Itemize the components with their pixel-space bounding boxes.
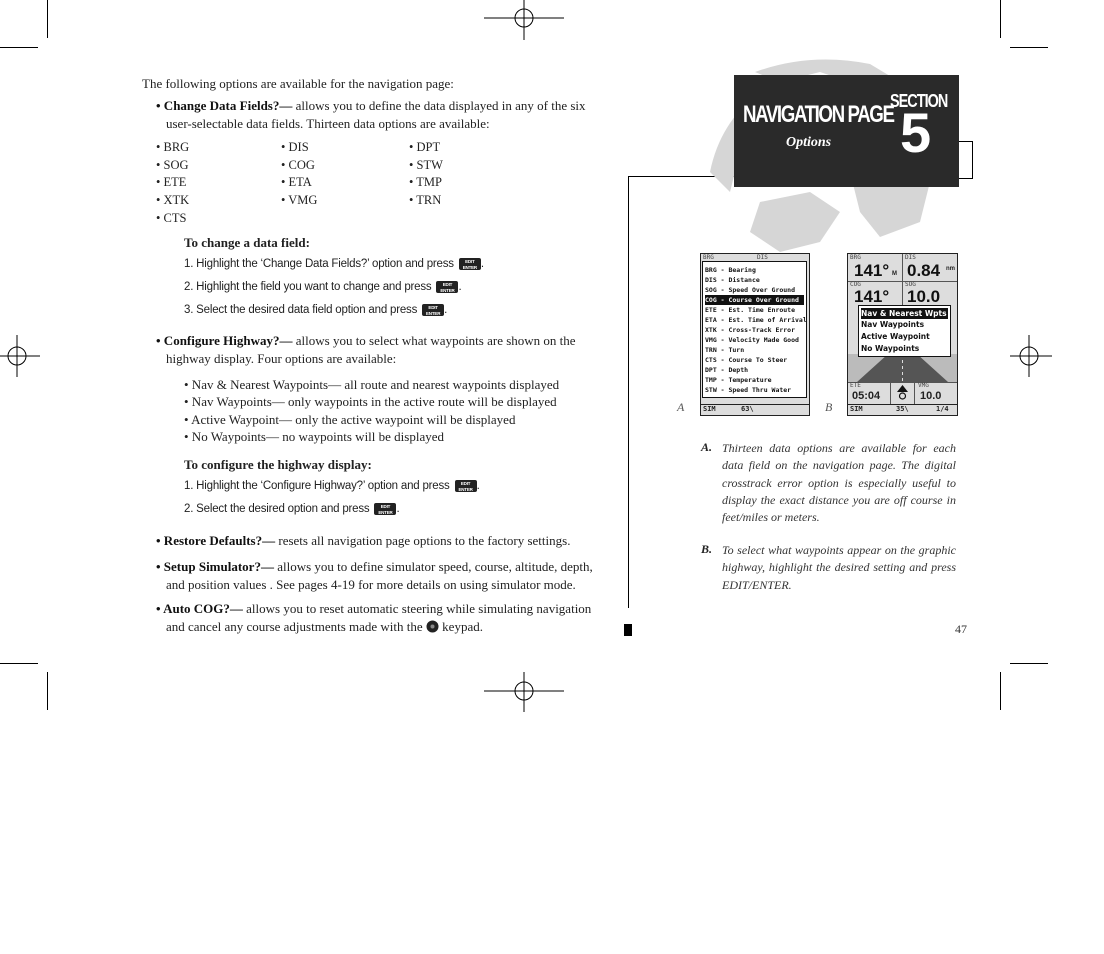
screen-b-cog-value: 141° [854,287,890,303]
lcd-menu-item[interactable]: ETE - Est. Time Enroute [705,306,796,314]
screen-a-data-options [700,253,810,416]
data-option: • SOG [156,158,189,172]
screen-b-dis-unit: nm [946,266,955,272]
section-header-title: NAVIGATION PAGE [743,101,894,128]
screen-b-status-mid: 35\ [896,405,909,413]
screen-b-vmg-label: VMG [918,382,929,389]
screen-b-sog-value: 10.0 [907,287,941,303]
frame-end-marker [624,624,632,636]
registration-mark-bottom [484,672,564,712]
auto-cog-title: • Auto COG?— [156,601,243,616]
change-step-3: 3. Select the desired data field option and press EDIT ENTER . [184,304,448,317]
screen-a-label: A [677,400,685,414]
change-data-fields-desc-2: user-selectable data fields. Thirteen data options are available: [166,116,490,131]
screen-b-status-left: SIM [850,405,863,413]
configure-highway-desc: • Configure Highway?— allows you to select what waypoints are shown on the [156,333,576,348]
data-option: • CTS [156,211,187,225]
screen-b-highway [847,253,958,416]
data-option: • TMP [409,175,442,189]
screen-b-ete-value: 05:04 [852,390,881,402]
caption-b-letter: B. [701,542,713,556]
caption-b-text: To select what waypoints appear on the graphic highway, highlight the desired setting and press EDIT/ENTER. [722,543,956,592]
popup-menu-item[interactable]: Nav Waypoints [861,320,925,329]
screen-a-status-right: 63\ [741,405,754,413]
screen-a-status-left: SIM [703,405,716,413]
edit-enter-key-icon: EDIT ENTER [374,503,396,515]
page-number: 47 [955,622,967,636]
edit-enter-key-icon: EDIT ENTER [436,281,458,293]
data-option: • STW [409,158,443,172]
lcd-menu-item[interactable]: STW - Speed Thru Water [705,386,792,394]
intro-text: The following options are available for the navigation page: [142,76,454,91]
highway-option: • Nav & Nearest Waypoints— all route and nearest waypoints displayed [184,377,560,392]
screen-b-label: B [825,400,833,414]
screen-b-brg-label: BRG [850,254,861,261]
highway-option: • No Waypoints— no waypoints will be displayed [184,429,444,444]
screen-b-brg-value: 141° [854,261,890,280]
data-option: • ETE [156,175,187,189]
lcd-menu-item[interactable]: DPT - Depth [705,366,749,374]
registration-mark-left [0,335,40,377]
screen-b-status-right: 1/4 [936,405,949,413]
screen-b-cog-label: COG [850,281,861,288]
data-option: • COG [281,158,315,172]
change-step-2-text: 2. Highlight the field you want to change and press [184,281,432,294]
caption-a-text: Thirteen data options are available for each data field on the navigation page. The digital crosstrack error option is especially useful to display the exact distance you are off course in feet/miles or meters. [722,441,956,525]
auto-cog-desc: • Auto COG?— allows you to reset automatic steering while simulating navigation [156,601,592,616]
highway-graphic-icon [848,354,957,382]
change-data-fields-title: • Change Data Fields?— [156,98,293,113]
registration-mark-right [1004,335,1052,377]
change-step-3-text: 3. Select the desired data field option and press [184,304,418,317]
restore-defaults-title: • Restore Defaults?— [156,533,276,548]
configure-highway-heading: To configure the highway display: [184,457,372,472]
caption-b [701,542,956,594]
screen-b-sog-label: SOG [905,281,916,288]
section-header-block [734,75,959,187]
highway-options-popup [858,305,951,357]
highway-option: • Nav Waypoints— only waypoints in the active route will be displayed [184,394,557,409]
lcd-menu-item[interactable]: XTK - Cross-Track Error [705,326,796,334]
screen-a-top-right: DIS [757,254,768,261]
section-header-subtitle: Options [786,135,832,150]
screen-b-vmg-value: 10.0 [920,390,942,402]
auto-cog-desc-2: and cancel any course adjustments made with the keypad. [166,619,483,634]
data-option: • TRN [409,193,442,207]
setup-simulator-desc-2: and position values . See pages 4-19 for more details on using simulator mode. [166,577,576,592]
lcd-menu-item[interactable]: TMP - Temperature [705,376,772,384]
change-step-1: 1. Highlight the ‘Change Data Fields?’ option and press EDIT ENTER . [184,258,484,271]
lcd-menu-item[interactable]: BRG - Bearing [705,266,756,274]
data-option: • XTK [156,193,190,207]
lcd-menu-item[interactable]: TRN - Turn [705,346,745,354]
screen-b-dis-value: 0.84 [907,261,941,280]
registration-mark-top [484,0,564,40]
lcd-menu-item[interactable]: SOG - Speed Over Ground [705,286,796,294]
change-step-1-text: 1. Highlight the ‘Change Data Fields?’ option and press [184,258,454,271]
restore-defaults-desc: • Restore Defaults?— resets all navigation page options to the factory settings. [156,533,571,548]
data-option: • DIS [281,140,309,154]
caption-a-letter: A. [701,440,713,454]
data-option: • BRG [156,140,190,154]
data-option: • DPT [409,140,441,154]
edit-enter-key-icon: EDIT ENTER [459,258,481,270]
change-data-field-heading: To change a data field: [184,235,310,250]
change-data-fields-desc [156,97,586,115]
configure-highway-desc-2: highway display. Four options are available: [166,351,397,366]
change-step-2: 2. Highlight the field you want to change and press EDIT ENTER . [184,281,462,294]
highway-option: • Active Waypoint— only the active waypoint will be displayed [184,412,516,427]
setup-simulator-title: • Setup Simulator?— [156,559,274,574]
popup-menu-item[interactable]: No Waypoints [861,344,920,353]
change-data-fields-desc-1: allows you to define the data displayed in any of the six [292,98,586,113]
rocker-keypad-icon [426,620,439,633]
frame-line-vertical [628,176,629,608]
section-number: 5 [900,101,932,164]
configure-highway-title: • Configure Highway?— [156,333,293,348]
screen-a-top-left: BRG [703,254,714,261]
position-arrow-icon [895,384,910,402]
screen-a-menu [702,261,807,398]
edit-enter-key-icon: EDIT ENTER [422,304,444,316]
section-label: SECTION [890,91,948,111]
screen-b-ete-label: ETE [850,382,861,389]
highway-step-2: 2. Select the desired option and press EDIT ENTER . [184,503,400,516]
data-option: • VMG [281,193,318,207]
edit-enter-key-icon: EDIT ENTER [455,480,477,492]
lcd-menu-item[interactable]: DIS - Distance [705,276,760,284]
caption-a [701,440,956,526]
popup-menu-item-highlighted[interactable]: Nav & Nearest Wpts [861,309,947,318]
lcd-menu-item[interactable]: VMG - Velocity Made Good [705,336,799,344]
highway-step-1: 1. Highlight the ‘Configure Highway?’ option and press EDIT ENTER . [184,480,480,493]
popup-menu-item[interactable]: Active Waypoint [861,332,930,341]
lcd-menu-item[interactable]: CTS - Course To Steer [705,356,788,364]
screen-b-brg-unit: M [892,271,897,277]
screen-b-dis-label: DIS [905,254,916,261]
setup-simulator-desc: • Setup Simulator?— allows you to define simulator speed, course, altitude, depth, [156,559,593,574]
data-option: • ETA [281,175,312,189]
lcd-menu-item-highlighted[interactable]: COG - Course Over Ground [705,295,804,305]
lcd-menu-item[interactable]: ETA - Est. Time of Arrival [705,316,807,324]
